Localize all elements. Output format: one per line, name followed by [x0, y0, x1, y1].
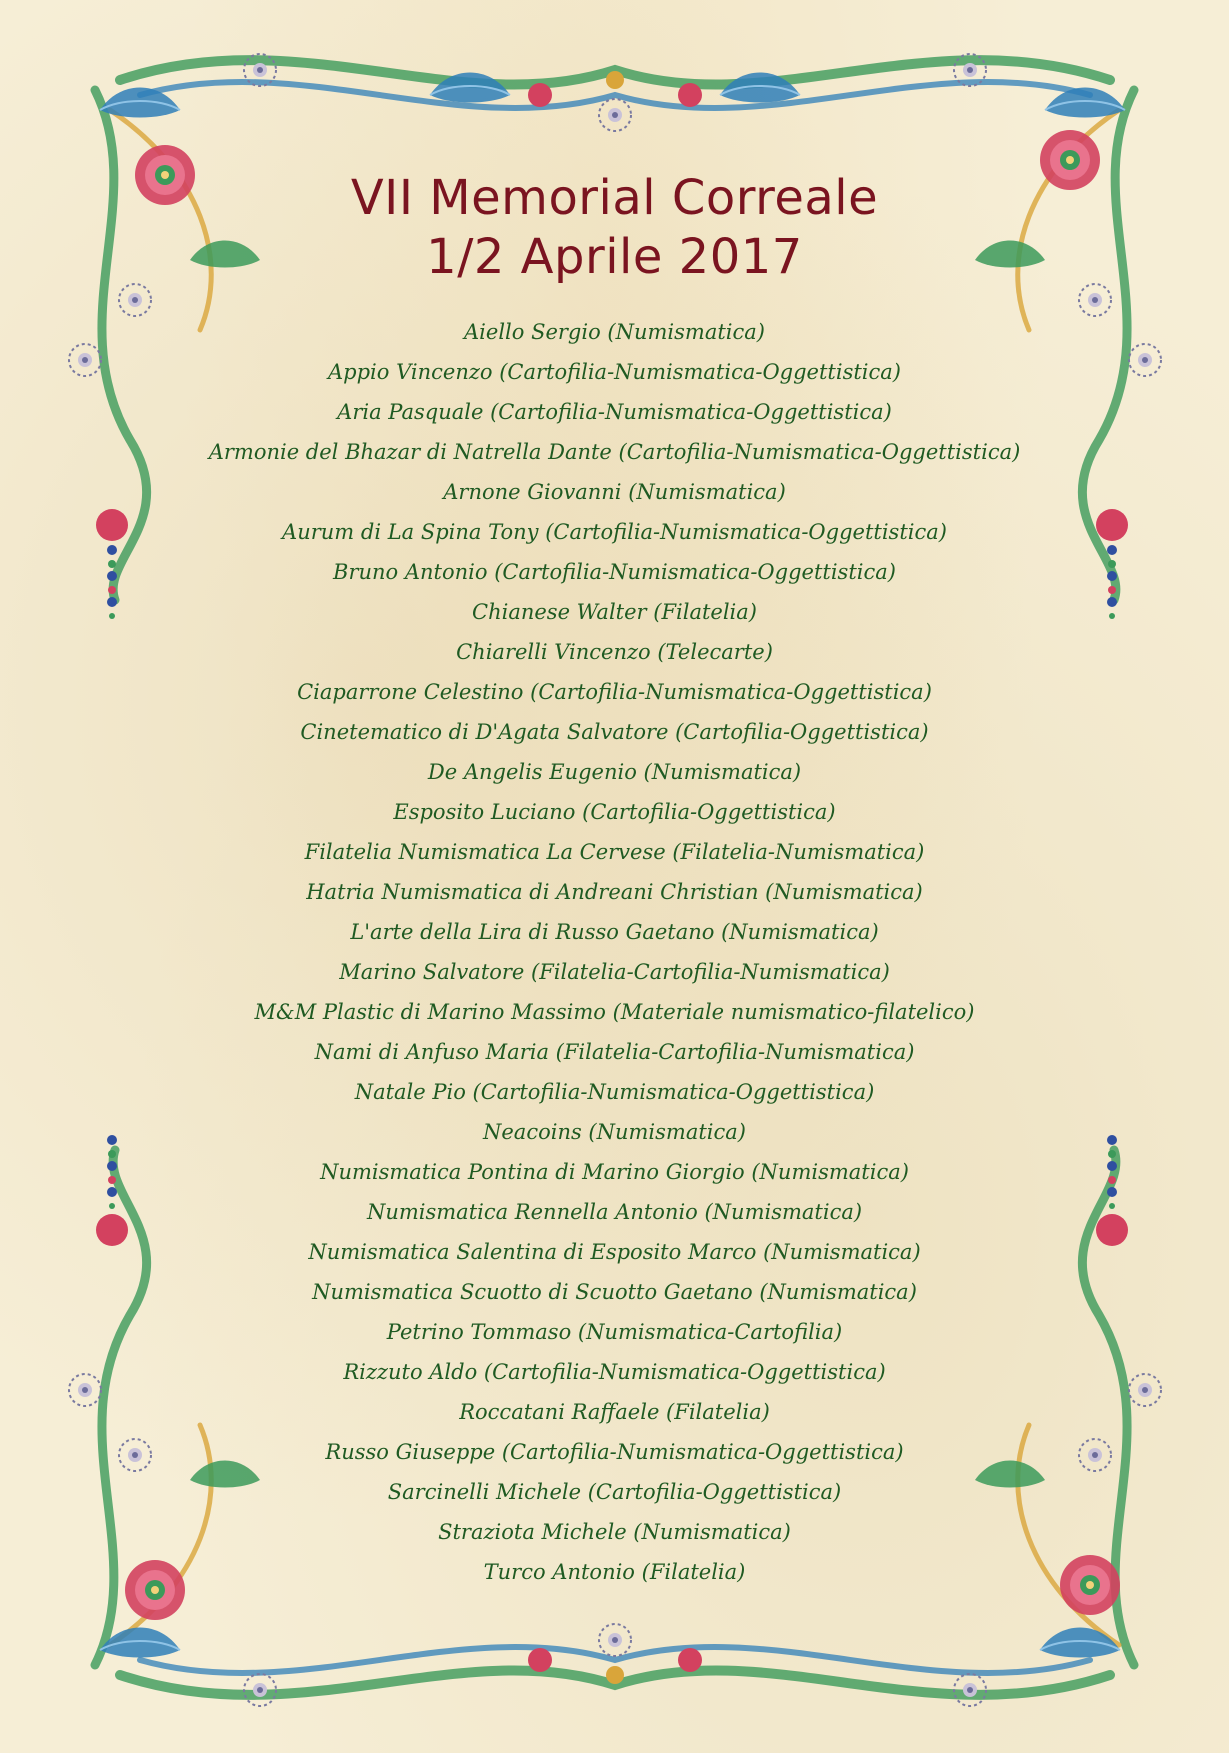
exhibitor-list-item: Nami di Anfuso Maria (Filatelia-Cartofilia-Numismatica) — [314, 1040, 915, 1064]
exhibitor-list-item: Arnone Giovanni (Numismatica) — [443, 480, 786, 504]
exhibitor-list-item: Esposito Luciano (Cartofilia-Oggettistica) — [393, 800, 836, 824]
exhibitor-list-item: L'arte della Lira di Russo Gaetano (Numismatica) — [350, 920, 879, 944]
exhibitor-list-item: Straziota Michele (Numismatica) — [438, 1520, 791, 1544]
exhibitor-list-item: Ciaparrone Celestino (Cartofilia-Numismatica-Oggettistica) — [297, 680, 932, 704]
exhibitor-list-item: Bruno Antonio (Cartofilia-Numismatica-Oggettistica) — [333, 560, 896, 584]
exhibitor-list-item: Armonie del Bhazar di Natrella Dante (Cartofilia-Numismatica-Oggettistica) — [208, 440, 1021, 464]
exhibitor-list-item: Chiarelli Vincenzo (Telecarte) — [456, 640, 773, 664]
exhibitor-list-item: Marino Salvatore (Filatelia-Cartofilia-Numismatica) — [339, 960, 890, 984]
exhibitor-list-item: Petrino Tommaso (Numismatica-Cartofilia) — [386, 1320, 843, 1344]
exhibitor-list-item: Sarcinelli Michele (Cartofilia-Oggettistica) — [387, 1480, 842, 1504]
exhibitor-list-item: Hatria Numismatica di Andreani Christian (Numismatica) — [306, 880, 923, 904]
exhibitor-list-item: Roccatani Raffaele (Filatelia) — [459, 1400, 770, 1424]
page-title: VII Memorial Correale — [350, 170, 879, 226]
bottom-border — [120, 1624, 1110, 1706]
exhibitor-list-item: Numismatica Scuotto di Scuotto Gaetano (Numismatica) — [312, 1280, 917, 1304]
exhibitor-list-item: Aria Pasquale (Cartofilia-Numismatica-Oggettistica) — [337, 400, 892, 424]
exhibitor-list-item: Rizzuto Aldo (Cartofilia-Numismatica-Oggettistica) — [343, 1360, 886, 1384]
exhibitor-list-item: Numismatica Pontina di Marino Giorgio (Numismatica) — [320, 1160, 909, 1184]
exhibitor-list-item: Neacoins (Numismatica) — [483, 1120, 746, 1144]
exhibitor-list-item: Numismatica Rennella Antonio (Numismatica) — [366, 1200, 863, 1224]
exhibitor-list-item: Turco Antonio (Filatelia) — [483, 1560, 746, 1584]
exhibitor-list — [0, 312, 1229, 1592]
exhibitor-list-item: M&M Plastic di Marino Massimo (Materiale numismatico-filatelico) — [254, 1000, 975, 1024]
exhibitor-list-item: Filatelia Numismatica La Cervese (Filatelia-Numismatica) — [304, 840, 925, 864]
exhibitor-list-item: Cinetematico di D'Agata Salvatore (Cartofilia-Oggettistica) — [300, 720, 929, 744]
top-border — [120, 54, 1110, 131]
exhibitor-list-item: Aurum di La Spina Tony (Cartofilia-Numismatica-Oggettistica) — [282, 520, 947, 544]
exhibitor-list-item: Aiello Sergio (Numismatica) — [464, 320, 765, 344]
exhibitor-list-item: Numismatica Salentina di Esposito Marco (Numismatica) — [308, 1240, 921, 1264]
exhibitor-list-item: Natale Pio (Cartofilia-Numismatica-Oggettistica) — [354, 1080, 875, 1104]
exhibitor-list-item: Appio Vincenzo (Cartofilia-Numismatica-Oggettistica) — [328, 360, 901, 384]
exhibitor-list-item: Russo Giuseppe (Cartofilia-Numismatica-Oggettistica) — [325, 1440, 904, 1464]
exhibitor-list-item: De Angelis Eugenio (Numismatica) — [427, 760, 802, 784]
exhibitor-list-item: Chianese Walter (Filatelia) — [472, 600, 757, 624]
event-dates: 1/2 Aprile 2017 — [426, 229, 803, 285]
